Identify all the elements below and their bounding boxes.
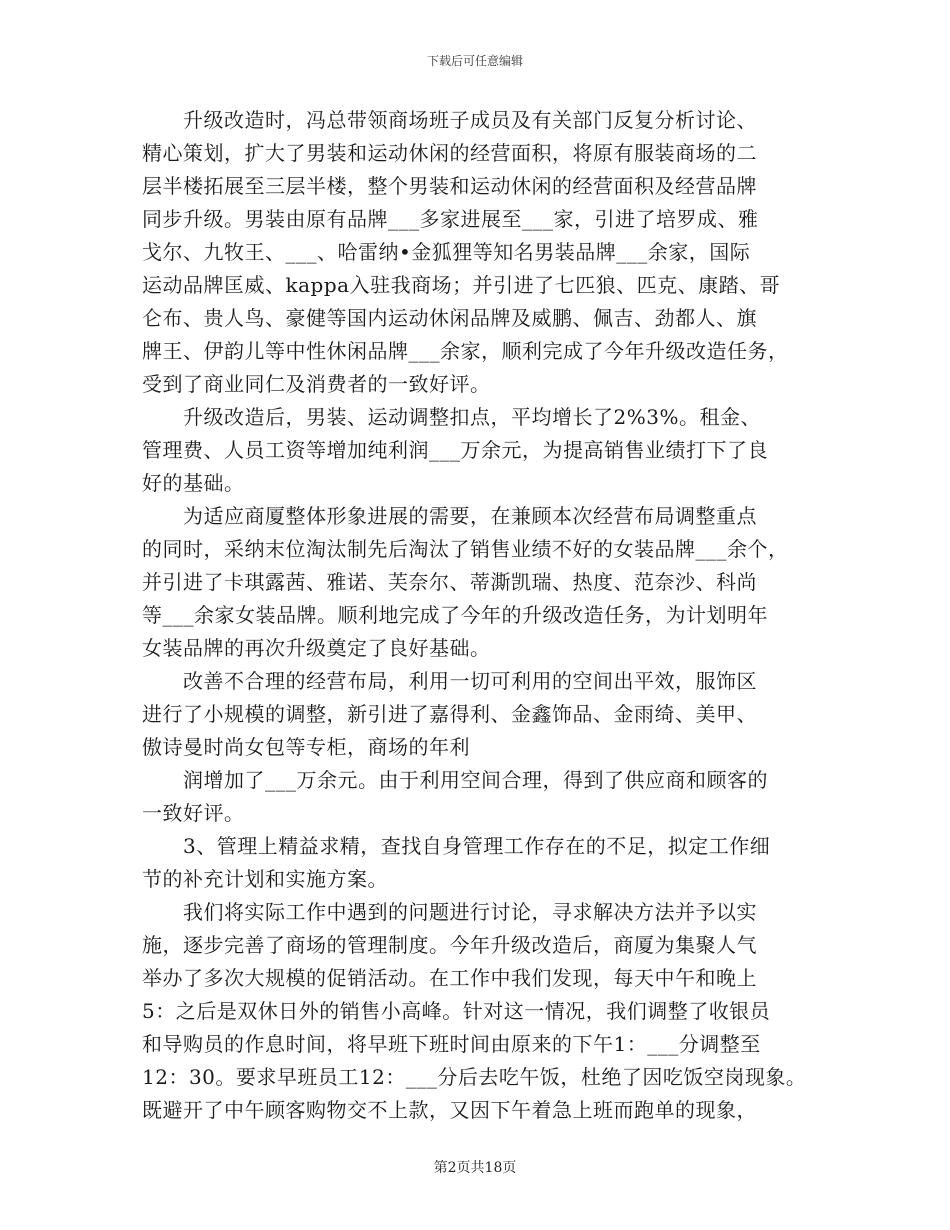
text-line: 牌王、伊韵儿等中性休闲品牌___余家，顺利完成了今年升级改造任务， [142, 339, 789, 363]
text-line: 润增加了___万余元。由于利用空间合理，得到了供应商和顾客的 [142, 768, 768, 792]
text-line: 运动品牌匡威、kappa入驻我商场；并引进了七匹狼、匹克、康踏、哥 [142, 273, 781, 297]
text-line: 受到了商业同仁及消费者的一致好评。 [142, 372, 491, 396]
page-footer: 第2页共18页 [433, 1160, 517, 1176]
text-line: 管理费、人员工资等增加纯利润___万余元，为提高销售业绩打下了良 [142, 438, 768, 462]
text-line: 并引进了卡琪露茜、雅诺、芙奈尔、蒂澌凯瑞、热度、范奈沙、科尚 [142, 570, 757, 594]
text-line: 同步升级。男装由原有品牌___多家进展至___家，引进了培罗成、雅 [142, 207, 759, 231]
text-line: 升级改造时，冯总带领商场班子成员及有关部门反复分析讨论、 [142, 108, 757, 132]
text-line: 3、管理上精益求精，查找自身管理工作存在的不足，拟定工作细 [142, 834, 771, 858]
text-line: 既避开了中午顾客购物交不上款，又因下午着急上班而跑单的现象， [142, 1098, 757, 1122]
text-line: 精心策划，扩大了男装和运动休闲的经营面积，将原有服装商场的二 [142, 141, 757, 165]
text-line: 仑布、贵人鸟、豪健等国内运动休闲品牌及威鹏、佩吉、劲都人、旗 [142, 306, 757, 330]
text-line: 施，逐步完善了商场的管理制度。今年升级改造后，商厦为集聚人气 [142, 933, 757, 957]
text-line: 等___余家女装品牌。顺利地完成了今年的升级改造任务，为计划明年 [142, 603, 768, 627]
text-line: 层半楼拓展至三层半楼，整个男装和运动休闲的经营面积及经营品牌 [142, 174, 757, 198]
text-line: 节的补充计划和实施方案。 [142, 867, 388, 891]
page-header: 下载后可任意编辑 [426, 54, 523, 68]
text-line: 好的基础。 [142, 471, 245, 495]
text-line: 戈尔、九牧王、___、哈雷纳•金狐狸等知名男装品牌___余家，国际 [142, 240, 751, 264]
text-line: 女装品牌的再次升级奠定了良好基础。 [142, 636, 491, 660]
text-line: 进行了小规模的调整，新引进了嘉得利、金鑫饰品、金雨绮、美甲、 [142, 702, 757, 726]
text-line: 改善不合理的经营布局，利用一切可利用的空间出平效，服饰区 [142, 669, 757, 693]
text-line: 我们将实际工作中遇到的问题进行讨论，寻求解决方法并予以实 [142, 900, 757, 924]
text-line: 12：30。要求早班员工12：___分后去吃午饭，杜绝了因吃饭空岗现象。 [142, 1065, 807, 1089]
text-line: 一致好评。 [142, 801, 245, 825]
text-line: 升级改造后，男装、运动调整扣点，平均增长了2%3%。租金、 [142, 405, 761, 429]
text-line: 傲诗曼时尚女包等专柜，商场的年利 [142, 735, 470, 759]
document-body [142, 104, 832, 1127]
text-line: 的同时，采纳末位淘汰制先后淘汰了销售业绩不好的女装品牌___余个， [142, 537, 789, 561]
text-line: 举办了多次大规模的促销活动。在工作中我们发现，每天中午和晚上 [142, 966, 757, 990]
text-line: 和导购员的作息时间，将早班下班时间由原来的下午1：___分调整至 [142, 1032, 761, 1056]
text-line: 5：之后是双休日外的销售小高峰。针对这一情况，我们调整了收银员 [142, 999, 771, 1023]
text-line: 为适应商厦整体形象进展的需要，在兼顾本次经营布局调整重点 [142, 504, 757, 528]
